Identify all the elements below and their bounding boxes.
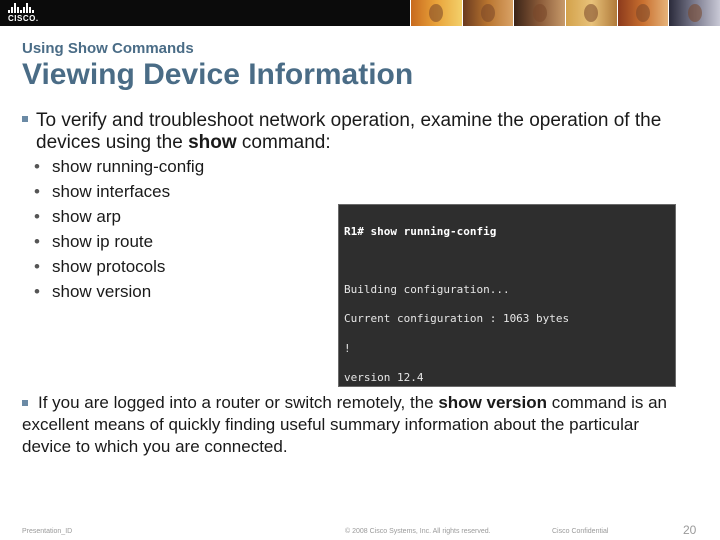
header-photo-strip [410,0,720,26]
intro-paragraph [22,110,662,154]
page-number: 20 [683,523,697,537]
list-item: • show running-config [34,155,204,180]
photo-2 [462,0,514,26]
cisco-logo [8,3,42,23]
photo-6 [668,0,720,26]
photo-4 [565,0,617,26]
intro-text-end: command: [236,132,331,153]
list-item: • show ip route [34,230,204,255]
terminal-line: Current configuration : 1063 bytes [344,312,570,326]
footer-copyright: © 2008 Cisco Systems, Inc. All rights reserved. [345,528,491,535]
bullet-dot-icon: • [34,232,40,251]
photo-1 [410,0,462,26]
bullet-dot-icon: • [34,257,40,276]
intro-show-keyword: show [188,132,237,153]
photo-5 [617,0,669,26]
header-black-band [0,0,410,26]
footer-presentation-id: Presentation_ID [22,528,73,535]
photo-3 [513,0,565,26]
bullet-dot-icon: • [34,157,40,176]
list-item: • show version [34,280,204,305]
bullet-dot-icon: • [34,182,40,201]
header-bar [0,0,720,26]
summary-paragraph [22,392,682,458]
list-item: • show interfaces [34,180,204,205]
command-list [34,155,204,305]
list-item: • show arp [34,205,204,230]
bullet-dot-icon: • [34,207,40,226]
square-bullet-icon [22,116,28,122]
terminal-screenshot [338,204,676,387]
terminal-prompt: R1# show running-config [344,224,497,238]
slide-kicker: Using Show Commands [22,40,194,57]
list-item: • show protocols [34,255,204,280]
intro-text: To verify and troubleshoot network operation, examine the operation of the devices using the [36,110,662,153]
summary-text-end: command is an excellent means of quickly finding useful summary information about the particular device to which you are connected. [22,393,667,456]
terminal-line: Building configuration... [344,282,510,296]
cisco-logo-text: CISCO. [8,14,39,23]
slide-title: Viewing Device Information [22,58,414,91]
footer-confidential: Cisco Confidential [552,528,609,535]
summary-show-version-keyword: show version [438,393,547,412]
terminal-line: ! [344,341,351,355]
summary-text: If you are logged into a router or switch remotely, the [38,393,439,412]
terminal-line: version 12.4 [344,371,424,385]
square-bullet-icon [22,400,28,406]
cisco-logo-bars-icon [8,3,42,13]
bullet-dot-icon: • [34,282,40,301]
